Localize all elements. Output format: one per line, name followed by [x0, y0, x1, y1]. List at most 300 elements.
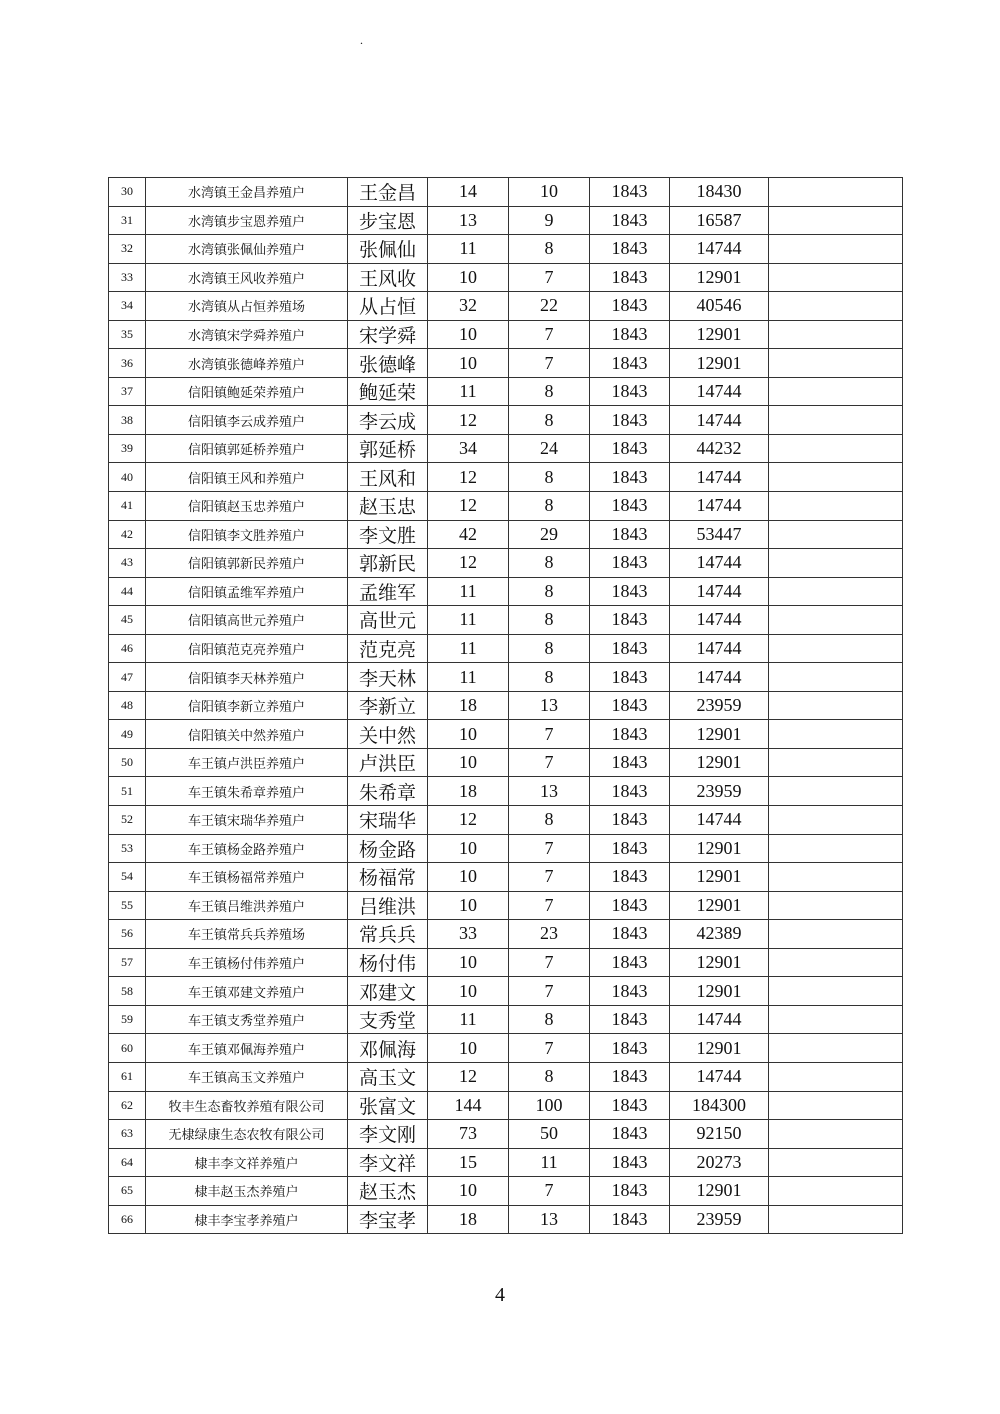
table-row: [109, 1005, 903, 1034]
unit-name-cell: 车王镇邓建文养殖户: [146, 977, 348, 1006]
value-1-cell: 15: [428, 1148, 509, 1177]
value-1-cell: 11: [428, 577, 509, 606]
value-2-cell: 7: [509, 1177, 590, 1206]
table-row: [109, 206, 903, 235]
table-body: [109, 178, 903, 1234]
owner-name-cell: 范克亮: [348, 634, 428, 663]
note-cell: [769, 606, 903, 635]
unit-name-cell: 车王镇杨福常养殖户: [146, 863, 348, 892]
value-4-cell: 40546: [670, 292, 769, 321]
row-number-cell: 44: [109, 577, 146, 606]
table-row: [109, 1148, 903, 1177]
table-row: [109, 406, 903, 435]
value-1-cell: 12: [428, 492, 509, 521]
note-cell: [769, 720, 903, 749]
value-1-cell: 12: [428, 463, 509, 492]
owner-name-cell: 李天林: [348, 663, 428, 692]
unit-name-cell: 车王镇卢洪臣养殖户: [146, 748, 348, 777]
value-2-cell: 8: [509, 663, 590, 692]
note-cell: [769, 1148, 903, 1177]
note-cell: [769, 549, 903, 578]
owner-name-cell: 李文祥: [348, 1148, 428, 1177]
row-number-cell: 36: [109, 349, 146, 378]
row-number-cell: 46: [109, 634, 146, 663]
owner-name-cell: 杨付伟: [348, 948, 428, 977]
value-3-cell: 1843: [590, 349, 670, 378]
unit-name-cell: 信阳镇李文胜养殖户: [146, 520, 348, 549]
value-2-cell: 8: [509, 1005, 590, 1034]
unit-name-cell: 信阳镇孟维军养殖户: [146, 577, 348, 606]
value-2-cell: 8: [509, 235, 590, 264]
value-2-cell: 8: [509, 634, 590, 663]
row-number-cell: 41: [109, 492, 146, 521]
unit-name-cell: 车王镇宋瑞华养殖户: [146, 806, 348, 835]
table-row: [109, 320, 903, 349]
table-row: [109, 520, 903, 549]
value-4-cell: 16587: [670, 206, 769, 235]
row-number-cell: 62: [109, 1091, 146, 1120]
value-3-cell: 1843: [590, 292, 670, 321]
value-3-cell: 1843: [590, 1120, 670, 1149]
value-2-cell: 24: [509, 434, 590, 463]
table-row: [109, 634, 903, 663]
value-3-cell: 1843: [590, 434, 670, 463]
value-1-cell: 10: [428, 1177, 509, 1206]
value-4-cell: 12901: [670, 720, 769, 749]
value-1-cell: 11: [428, 663, 509, 692]
table-row: [109, 577, 903, 606]
table-row: [109, 1120, 903, 1149]
owner-name-cell: 步宝恩: [348, 206, 428, 235]
row-number-cell: 60: [109, 1034, 146, 1063]
owner-name-cell: 李宝孝: [348, 1205, 428, 1234]
value-3-cell: 1843: [590, 948, 670, 977]
value-4-cell: 23959: [670, 777, 769, 806]
owner-name-cell: 宋学舜: [348, 320, 428, 349]
value-1-cell: 144: [428, 1091, 509, 1120]
row-number-cell: 34: [109, 292, 146, 321]
owner-name-cell: 赵玉杰: [348, 1177, 428, 1206]
value-3-cell: 1843: [590, 863, 670, 892]
value-1-cell: 10: [428, 834, 509, 863]
owner-name-cell: 高玉文: [348, 1062, 428, 1091]
value-1-cell: 11: [428, 377, 509, 406]
value-4-cell: 184300: [670, 1091, 769, 1120]
value-4-cell: 14744: [670, 377, 769, 406]
owner-name-cell: 张佩仙: [348, 235, 428, 264]
note-cell: [769, 920, 903, 949]
value-4-cell: 12901: [670, 320, 769, 349]
value-3-cell: 1843: [590, 891, 670, 920]
owner-name-cell: 李文刚: [348, 1120, 428, 1149]
value-1-cell: 13: [428, 206, 509, 235]
value-2-cell: 8: [509, 806, 590, 835]
value-2-cell: 7: [509, 1034, 590, 1063]
owner-name-cell: 李文胜: [348, 520, 428, 549]
row-number-cell: 47: [109, 663, 146, 692]
value-4-cell: 14744: [670, 406, 769, 435]
value-3-cell: 1843: [590, 1062, 670, 1091]
note-cell: [769, 377, 903, 406]
unit-name-cell: 车王镇常兵兵养殖场: [146, 920, 348, 949]
table-row: [109, 777, 903, 806]
row-number-cell: 42: [109, 520, 146, 549]
value-4-cell: 12901: [670, 948, 769, 977]
note-cell: [769, 748, 903, 777]
value-3-cell: 1843: [590, 1005, 670, 1034]
note-cell: [769, 577, 903, 606]
row-number-cell: 31: [109, 206, 146, 235]
note-cell: [769, 891, 903, 920]
table-row: [109, 977, 903, 1006]
value-3-cell: 1843: [590, 834, 670, 863]
value-2-cell: 8: [509, 463, 590, 492]
row-number-cell: 37: [109, 377, 146, 406]
value-3-cell: 1843: [590, 663, 670, 692]
unit-name-cell: 棣丰李文祥养殖户: [146, 1148, 348, 1177]
value-3-cell: 1843: [590, 634, 670, 663]
value-1-cell: 12: [428, 549, 509, 578]
value-4-cell: 14744: [670, 463, 769, 492]
table-row: [109, 863, 903, 892]
value-3-cell: 1843: [590, 549, 670, 578]
value-1-cell: 10: [428, 263, 509, 292]
value-2-cell: 11: [509, 1148, 590, 1177]
note-cell: [769, 834, 903, 863]
table-row: [109, 235, 903, 264]
value-3-cell: 1843: [590, 320, 670, 349]
value-1-cell: 18: [428, 691, 509, 720]
row-number-cell: 33: [109, 263, 146, 292]
owner-name-cell: 朱希章: [348, 777, 428, 806]
owner-name-cell: 王风收: [348, 263, 428, 292]
value-2-cell: 7: [509, 748, 590, 777]
value-3-cell: 1843: [590, 777, 670, 806]
unit-name-cell: 水湾镇步宝恩养殖户: [146, 206, 348, 235]
unit-name-cell: 车王镇朱希章养殖户: [146, 777, 348, 806]
table-row: [109, 463, 903, 492]
value-1-cell: 12: [428, 406, 509, 435]
unit-name-cell: 无棣绿康生态农牧有限公司: [146, 1120, 348, 1149]
value-2-cell: 10: [509, 178, 590, 207]
table-row: [109, 492, 903, 521]
value-3-cell: 1843: [590, 577, 670, 606]
value-3-cell: 1843: [590, 806, 670, 835]
value-1-cell: 10: [428, 349, 509, 378]
unit-name-cell: 棣丰李宝孝养殖户: [146, 1205, 348, 1234]
table-row: [109, 606, 903, 635]
unit-name-cell: 车王镇吕维洪养殖户: [146, 891, 348, 920]
value-2-cell: 8: [509, 577, 590, 606]
value-1-cell: 11: [428, 1005, 509, 1034]
row-number-cell: 54: [109, 863, 146, 892]
value-2-cell: 8: [509, 606, 590, 635]
value-3-cell: 1843: [590, 263, 670, 292]
value-1-cell: 10: [428, 748, 509, 777]
table-row: [109, 549, 903, 578]
value-4-cell: 23959: [670, 1205, 769, 1234]
unit-name-cell: 车王镇杨付伟养殖户: [146, 948, 348, 977]
note-cell: [769, 520, 903, 549]
unit-name-cell: 车王镇杨金路养殖户: [146, 834, 348, 863]
table-row: [109, 1062, 903, 1091]
table-row: [109, 349, 903, 378]
owner-name-cell: 关中然: [348, 720, 428, 749]
owner-name-cell: 李云成: [348, 406, 428, 435]
unit-name-cell: 信阳镇郭新民养殖户: [146, 549, 348, 578]
value-3-cell: 1843: [590, 206, 670, 235]
value-1-cell: 14: [428, 178, 509, 207]
note-cell: [769, 492, 903, 521]
value-4-cell: 12901: [670, 263, 769, 292]
value-3-cell: 1843: [590, 920, 670, 949]
note-cell: [769, 1177, 903, 1206]
note-cell: [769, 634, 903, 663]
unit-name-cell: 信阳镇赵玉忠养殖户: [146, 492, 348, 521]
row-number-cell: 66: [109, 1205, 146, 1234]
value-4-cell: 18430: [670, 178, 769, 207]
table-row: [109, 948, 903, 977]
row-number-cell: 64: [109, 1148, 146, 1177]
value-1-cell: 12: [428, 1062, 509, 1091]
value-1-cell: 33: [428, 920, 509, 949]
value-3-cell: 1843: [590, 492, 670, 521]
owner-name-cell: 鲍延荣: [348, 377, 428, 406]
note-cell: [769, 263, 903, 292]
value-2-cell: 7: [509, 349, 590, 378]
unit-name-cell: 牧丰生态畜牧养殖有限公司: [146, 1091, 348, 1120]
table-row: [109, 663, 903, 692]
row-number-cell: 39: [109, 434, 146, 463]
unit-name-cell: 信阳镇鲍延荣养殖户: [146, 377, 348, 406]
value-4-cell: 12901: [670, 748, 769, 777]
value-2-cell: 13: [509, 1205, 590, 1234]
note-cell: [769, 178, 903, 207]
unit-name-cell: 信阳镇关中然养殖户: [146, 720, 348, 749]
owner-name-cell: 宋瑞华: [348, 806, 428, 835]
value-4-cell: 12901: [670, 977, 769, 1006]
value-1-cell: 12: [428, 806, 509, 835]
note-cell: [769, 948, 903, 977]
value-4-cell: 12901: [670, 834, 769, 863]
note-cell: [769, 806, 903, 835]
unit-name-cell: 信阳镇李云成养殖户: [146, 406, 348, 435]
value-2-cell: 7: [509, 891, 590, 920]
value-4-cell: 14744: [670, 606, 769, 635]
row-number-cell: 49: [109, 720, 146, 749]
row-number-cell: 50: [109, 748, 146, 777]
owner-name-cell: 王金昌: [348, 178, 428, 207]
note-cell: [769, 463, 903, 492]
data-table: [108, 177, 903, 1234]
row-number-cell: 48: [109, 691, 146, 720]
value-4-cell: 92150: [670, 1120, 769, 1149]
unit-name-cell: 信阳镇李天林养殖户: [146, 663, 348, 692]
value-3-cell: 1843: [590, 463, 670, 492]
value-1-cell: 32: [428, 292, 509, 321]
owner-name-cell: 支秀堂: [348, 1005, 428, 1034]
table-row: [109, 891, 903, 920]
owner-name-cell: 王风和: [348, 463, 428, 492]
row-number-cell: 43: [109, 549, 146, 578]
value-4-cell: 12901: [670, 1177, 769, 1206]
value-2-cell: 7: [509, 720, 590, 749]
row-number-cell: 45: [109, 606, 146, 635]
table-row: [109, 1091, 903, 1120]
table-row: [109, 834, 903, 863]
unit-name-cell: 车王镇支秀堂养殖户: [146, 1005, 348, 1034]
value-2-cell: 29: [509, 520, 590, 549]
value-3-cell: 1843: [590, 406, 670, 435]
value-1-cell: 34: [428, 434, 509, 463]
note-cell: [769, 663, 903, 692]
table-row: [109, 806, 903, 835]
value-4-cell: 12901: [670, 863, 769, 892]
note-cell: [769, 320, 903, 349]
value-1-cell: 11: [428, 606, 509, 635]
value-4-cell: 14744: [670, 492, 769, 521]
table-row: [109, 178, 903, 207]
value-2-cell: 100: [509, 1091, 590, 1120]
value-4-cell: 12901: [670, 349, 769, 378]
owner-name-cell: 吕维洪: [348, 891, 428, 920]
value-2-cell: 7: [509, 977, 590, 1006]
row-number-cell: 51: [109, 777, 146, 806]
table-row: [109, 1205, 903, 1234]
unit-name-cell: 棣丰赵玉杰养殖户: [146, 1177, 348, 1206]
value-2-cell: 22: [509, 292, 590, 321]
value-2-cell: 7: [509, 863, 590, 892]
owner-name-cell: 常兵兵: [348, 920, 428, 949]
value-2-cell: 8: [509, 492, 590, 521]
value-2-cell: 8: [509, 549, 590, 578]
table-row: [109, 1177, 903, 1206]
row-number-cell: 57: [109, 948, 146, 977]
value-1-cell: 10: [428, 891, 509, 920]
unit-name-cell: 水湾镇王金昌养殖户: [146, 178, 348, 207]
unit-name-cell: 信阳镇高世元养殖户: [146, 606, 348, 635]
row-number-cell: 30: [109, 178, 146, 207]
value-1-cell: 11: [428, 634, 509, 663]
value-2-cell: 50: [509, 1120, 590, 1149]
owner-name-cell: 张富文: [348, 1091, 428, 1120]
row-number-cell: 35: [109, 320, 146, 349]
value-2-cell: 7: [509, 948, 590, 977]
table-row: [109, 1034, 903, 1063]
row-number-cell: 58: [109, 977, 146, 1006]
value-3-cell: 1843: [590, 1091, 670, 1120]
value-3-cell: 1843: [590, 977, 670, 1006]
page-number: 4: [495, 1284, 505, 1306]
owner-name-cell: 杨福常: [348, 863, 428, 892]
owner-name-cell: 杨金路: [348, 834, 428, 863]
value-3-cell: 1843: [590, 748, 670, 777]
note-cell: [769, 1205, 903, 1234]
value-1-cell: 73: [428, 1120, 509, 1149]
row-number-cell: 56: [109, 920, 146, 949]
note-cell: [769, 1062, 903, 1091]
row-number-cell: 59: [109, 1005, 146, 1034]
value-2-cell: 7: [509, 320, 590, 349]
row-number-cell: 52: [109, 806, 146, 835]
value-1-cell: 10: [428, 720, 509, 749]
value-4-cell: 20273: [670, 1148, 769, 1177]
row-number-cell: 61: [109, 1062, 146, 1091]
table-row: [109, 691, 903, 720]
value-2-cell: 8: [509, 406, 590, 435]
note-cell: [769, 1034, 903, 1063]
value-2-cell: 13: [509, 691, 590, 720]
unit-name-cell: 信阳镇李新立养殖户: [146, 691, 348, 720]
value-2-cell: 7: [509, 263, 590, 292]
owner-name-cell: 高世元: [348, 606, 428, 635]
row-number-cell: 63: [109, 1120, 146, 1149]
unit-name-cell: 水湾镇张德峰养殖户: [146, 349, 348, 378]
note-cell: [769, 691, 903, 720]
value-3-cell: 1843: [590, 606, 670, 635]
value-3-cell: 1843: [590, 520, 670, 549]
value-4-cell: 14744: [670, 1005, 769, 1034]
value-1-cell: 18: [428, 1205, 509, 1234]
row-number-cell: 65: [109, 1177, 146, 1206]
table-row: [109, 292, 903, 321]
row-number-cell: 53: [109, 834, 146, 863]
value-4-cell: 23959: [670, 691, 769, 720]
value-3-cell: 1843: [590, 1177, 670, 1206]
unit-name-cell: 车王镇邓佩海养殖户: [146, 1034, 348, 1063]
table-row: [109, 434, 903, 463]
table-row: [109, 748, 903, 777]
value-1-cell: 10: [428, 320, 509, 349]
value-1-cell: 42: [428, 520, 509, 549]
note-cell: [769, 406, 903, 435]
unit-name-cell: 水湾镇张佩仙养殖户: [146, 235, 348, 264]
note-cell: [769, 1005, 903, 1034]
value-2-cell: 9: [509, 206, 590, 235]
note-cell: [769, 977, 903, 1006]
table-row: [109, 263, 903, 292]
note-cell: [769, 292, 903, 321]
owner-name-cell: 孟维军: [348, 577, 428, 606]
value-1-cell: 11: [428, 235, 509, 264]
value-3-cell: 1843: [590, 691, 670, 720]
table-row: [109, 377, 903, 406]
value-3-cell: 1843: [590, 1205, 670, 1234]
page-mark: .: [360, 33, 363, 47]
value-1-cell: 10: [428, 1034, 509, 1063]
value-4-cell: 44232: [670, 434, 769, 463]
unit-name-cell: 信阳镇王风和养殖户: [146, 463, 348, 492]
note-cell: [769, 863, 903, 892]
value-4-cell: 14744: [670, 235, 769, 264]
value-4-cell: 14744: [670, 663, 769, 692]
note-cell: [769, 1091, 903, 1120]
value-4-cell: 42389: [670, 920, 769, 949]
value-4-cell: 14744: [670, 577, 769, 606]
note-cell: [769, 349, 903, 378]
unit-name-cell: 车王镇高玉文养殖户: [146, 1062, 348, 1091]
value-4-cell: 14744: [670, 549, 769, 578]
table-row: [109, 720, 903, 749]
owner-name-cell: 李新立: [348, 691, 428, 720]
value-4-cell: 12901: [670, 1034, 769, 1063]
value-2-cell: 13: [509, 777, 590, 806]
value-4-cell: 14744: [670, 634, 769, 663]
owner-name-cell: 张德峰: [348, 349, 428, 378]
row-number-cell: 38: [109, 406, 146, 435]
unit-name-cell: 信阳镇范克亮养殖户: [146, 634, 348, 663]
owner-name-cell: 郭新民: [348, 549, 428, 578]
